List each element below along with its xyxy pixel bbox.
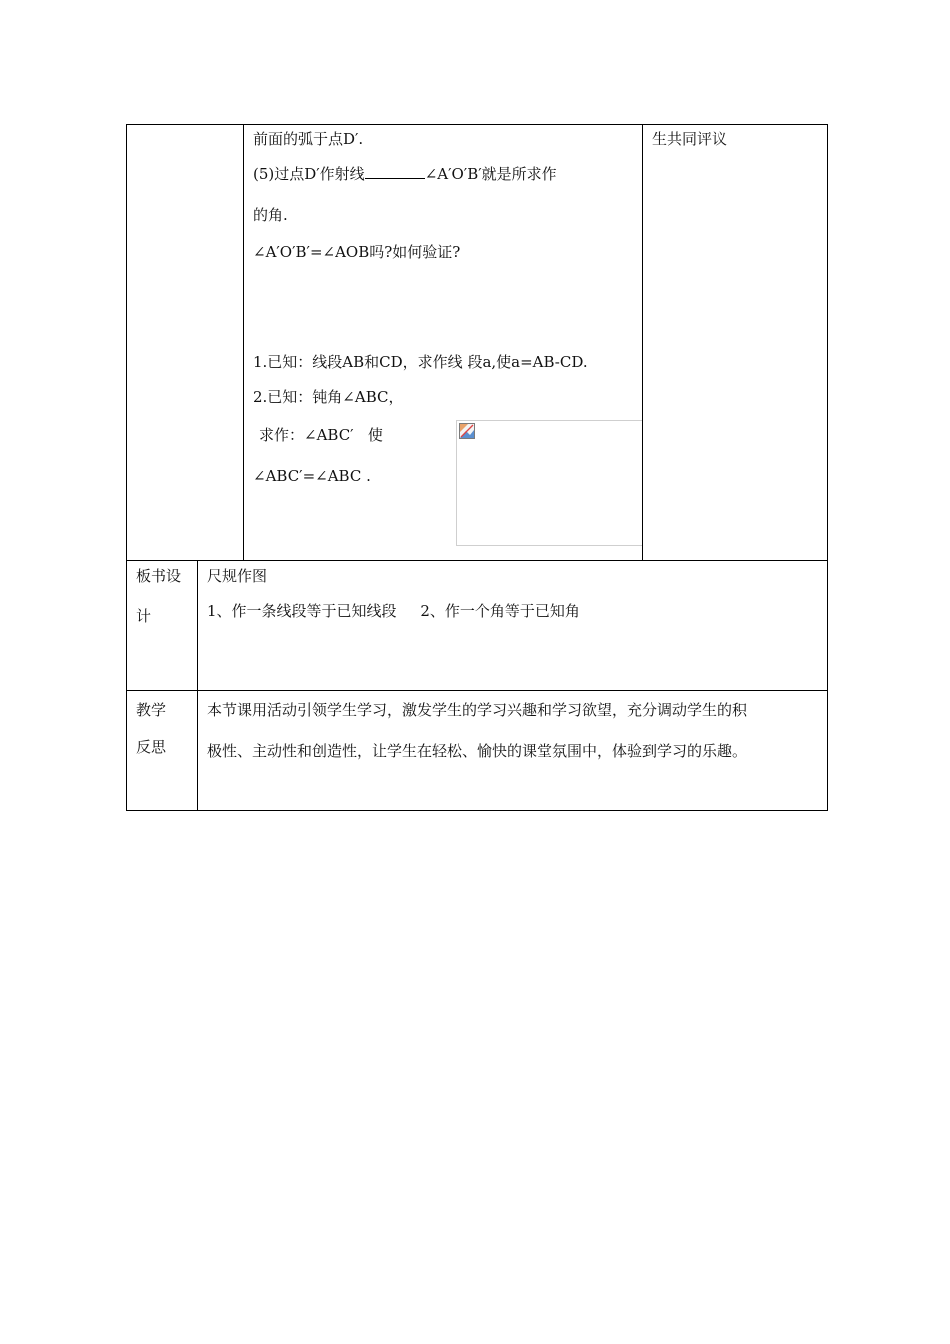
exercise-1: 1.已知：线段AB和CD，求作线 段a,使a=AB-CD. <box>253 353 588 371</box>
exercise-2-condition: ∠ABC′=∠ABC . <box>253 467 371 485</box>
image-placeholder <box>456 420 642 546</box>
row2-content-line1: 尺规作图 <box>207 567 268 585</box>
row2-label-line2: 计 <box>136 607 152 625</box>
row1-line-2-start: (5)过点D′作射线 <box>253 165 365 183</box>
exercise-2-task: 求作：∠ABC′ 使 <box>259 426 383 444</box>
row1-col-divider-a <box>243 124 244 561</box>
exercise-2: 2.已知：钝角∠ABC， <box>253 388 404 406</box>
row-divider-2 <box>126 690 828 691</box>
table-border-right <box>827 124 828 811</box>
row-divider-1 <box>126 560 828 561</box>
fill-in-blank <box>365 164 425 179</box>
table-border-top <box>126 124 828 125</box>
row3-label-line2: 反思 <box>136 738 167 756</box>
row2-content-line2: 1、作一条线段等于已知线段 2、作一个角等于已知角 <box>207 602 580 620</box>
row2-label-line1: 板书设 <box>136 567 182 585</box>
row1-line-3: 的角. <box>253 206 288 224</box>
row1-col-divider-b <box>642 124 643 561</box>
label-col-divider <box>197 560 198 811</box>
row1-line-1: 前面的弧于点D′. <box>253 130 364 148</box>
row3-content-line1: 本节课用活动引领学生学习，激发学生的学习兴趣和学习欲望，充分调动学生的积 <box>207 701 748 719</box>
row3-label-line1: 教学 <box>136 701 167 719</box>
row1-right-note: 生共同评议 <box>652 130 728 148</box>
row1-line-2-end: ∠A′O′B′就是所求作 <box>424 165 557 183</box>
row1-line-2 <box>253 164 557 184</box>
row1-line-4: ∠A′O′B′=∠AOB吗?如何验证? <box>253 243 461 261</box>
table-border-bottom <box>126 810 828 811</box>
broken-image-icon <box>459 423 475 439</box>
table-border-left <box>126 124 127 811</box>
row3-content-line2: 极性、主动性和创造性，让学生在轻松、愉快的课堂氛围中，体验到学习的乐趣。 <box>207 742 748 760</box>
